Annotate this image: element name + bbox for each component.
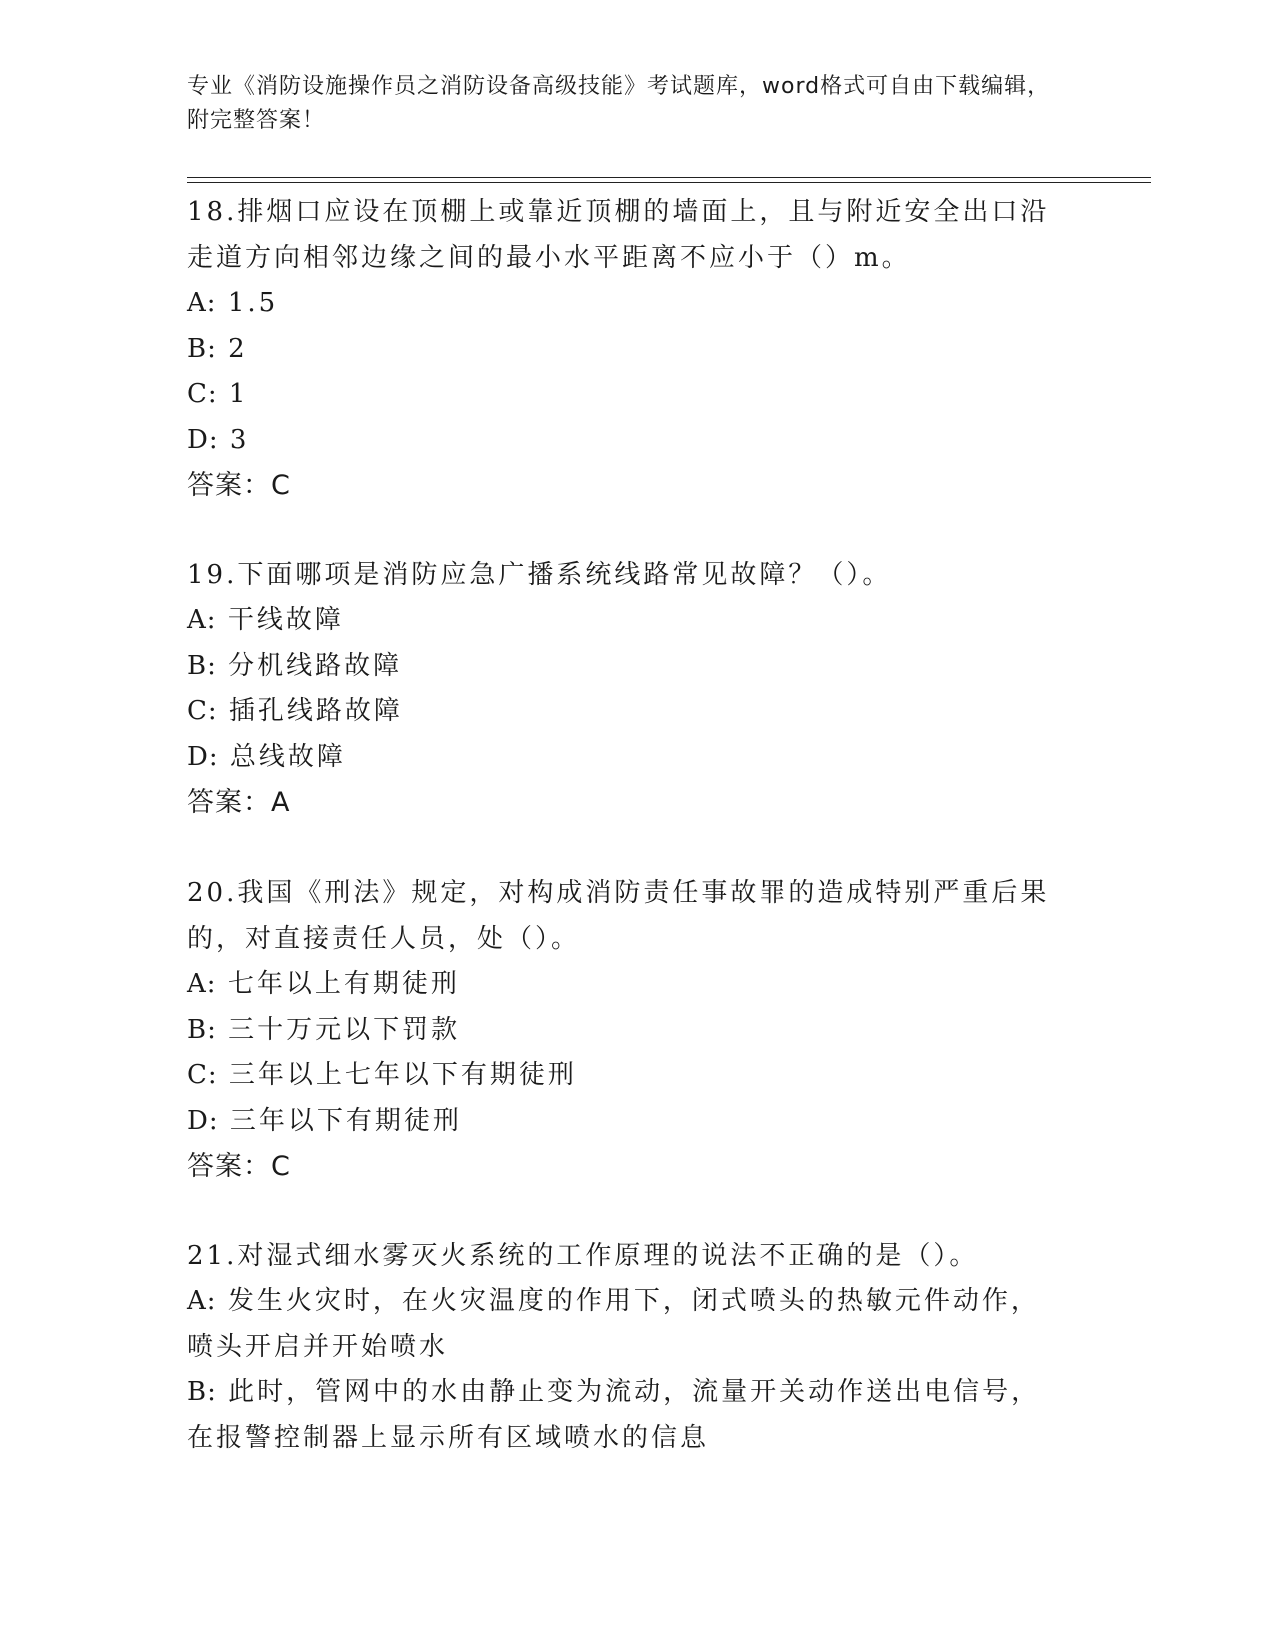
option-text: 总线故障: [229, 741, 346, 772]
question-19-text: [187, 552, 1067, 598]
option-d: [187, 1099, 1067, 1145]
option-a: [187, 281, 1067, 327]
question-20-text: [187, 870, 1067, 962]
option-c: [187, 1053, 1067, 1099]
option-text: 3: [229, 424, 250, 455]
option-a: [187, 1279, 1067, 1370]
document-header: 专业《消防设施操作员之消防设备高级技能》考试题库，word格式可自由下载编辑，附完整答案！: [187, 74, 1051, 133]
option-key: C:: [187, 379, 218, 409]
question-number: 20.: [187, 878, 238, 908]
header-divider-bottom: [187, 182, 1151, 183]
question-19: [187, 552, 1067, 826]
option-key: B:: [187, 1377, 217, 1407]
option-key: B:: [187, 333, 217, 364]
question-number: 21.: [187, 1241, 238, 1271]
question-number: 18.: [187, 197, 238, 227]
question-stem: 排烟口应设在顶棚上或靠近顶棚的墙面上，且与附近安全出口沿走道方向相邻边缘之间的最小水平距离不应小于（）m。: [187, 197, 1050, 273]
option-text: 七年以上有期徒刑: [227, 969, 460, 999]
question-21-text: [187, 1233, 1067, 1279]
question-stem: 对湿式细水雾灭火系统的工作原理的说法不正确的是（）。: [237, 1241, 979, 1271]
question-stem: 下面哪项是消防应急广播系统线路常见故障？（）。: [237, 560, 892, 590]
question-20: [187, 870, 1067, 1190]
option-c: [187, 689, 1067, 735]
option-text: 三年以下有期徒刑: [229, 1105, 462, 1136]
option-c: [187, 372, 1067, 418]
option-key: B:: [187, 650, 217, 681]
answer-line: 答案：A: [187, 787, 291, 818]
answer-line: 答案：C: [187, 1151, 291, 1182]
option-a: [187, 598, 1067, 644]
option-key: D:: [187, 741, 219, 772]
question-stem: 我国《刑法》规定，对构成消防责任事故罪的造成特别严重后果的，对直接责任人员，处（）。: [187, 878, 1050, 954]
option-text: 1.5: [227, 288, 279, 318]
option-key: B:: [187, 1014, 217, 1045]
option-text: 干线故障: [227, 605, 344, 635]
option-b: [187, 1008, 1067, 1054]
answer-line: 答案：C: [187, 470, 291, 501]
option-text: 发生火灾时，在火灾温度的作用下，闭式喷头的热敏元件动作，喷头开启并开始喷水: [187, 1286, 1040, 1362]
question-number: 19.: [187, 560, 238, 590]
option-b: [187, 327, 1067, 373]
option-key: C:: [187, 1060, 218, 1090]
option-b: [187, 1370, 1067, 1461]
header-divider-top: [187, 177, 1151, 178]
question-21: [187, 1233, 1067, 1461]
option-text: 三十万元以下罚款: [228, 1014, 461, 1045]
option-text: 分机线路故障: [228, 650, 403, 681]
question-18: [187, 189, 1067, 509]
option-text: 三年以上七年以下有期徒刑: [228, 1060, 577, 1090]
option-text: 2: [228, 333, 248, 364]
option-key: A:: [187, 288, 217, 318]
option-key: D:: [187, 1105, 219, 1136]
option-key: A:: [187, 969, 217, 999]
option-key: C:: [187, 696, 218, 726]
option-key: A:: [187, 605, 217, 635]
option-text: 1: [228, 379, 249, 409]
question-18-text: [187, 189, 1067, 281]
option-b: [187, 644, 1067, 690]
option-a: [187, 962, 1067, 1008]
option-key: D:: [187, 424, 219, 455]
option-key: A:: [187, 1286, 217, 1316]
option-d: [187, 418, 1067, 464]
option-text: 插孔线路故障: [228, 696, 403, 726]
option-d: [187, 735, 1067, 781]
option-text: 此时，管网中的水由静止变为流动，流量开关动作送出电信号，在报警控制器上显示所有区域喷水的信息: [187, 1377, 1041, 1453]
